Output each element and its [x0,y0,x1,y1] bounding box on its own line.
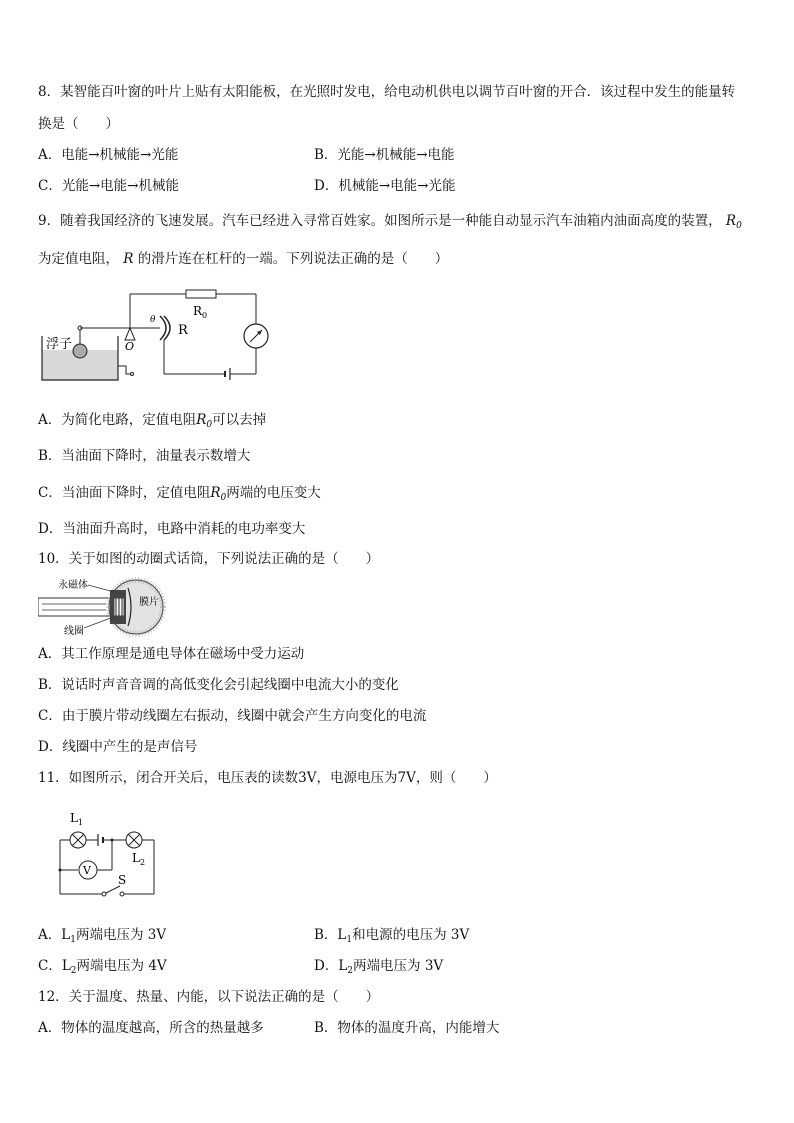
q8-stem-line2: 换是（ ） [38,116,119,132]
q11-option-a: A．$L_1$两端电压为 3V [38,927,167,945]
q11-l1-label: $L_1$ [70,811,84,827]
q9-stem-line2: 为定值电阻， R 的滑片连在杠杆的一端。下列说法正确的是（ ） [38,251,449,267]
q11-l2-label: $L_2$ [132,851,146,867]
q9-r0-label: $R_0$ [193,304,208,320]
q9-option-c-r0: $R_0$ [210,485,227,503]
q9-option-b: B．当油面下降时，油量表示数增大 [38,448,251,464]
q9-option-a-r0: $R_0$ [196,412,213,430]
q9-r-label: R [178,323,188,338]
q10-stem: 10．关于如图的动圈式话筒，下列说法正确的是（ ） [38,551,380,567]
q11-option-c: C．$L_2$两端电压为 4V [38,958,167,976]
q9-pivot-label: O [125,340,135,353]
q9-option-d: D．当油面升高时，电路中消耗的电功率变大 [38,521,306,537]
q11-voltmeter-label: V [83,864,91,877]
q10-option-b: B．说话时声音音调的高低变化会引起线圈中电流大小的变化 [38,677,399,693]
q10-diaphragm-label: 膜片 [139,597,159,608]
q12-stem: 12．关于温度、热量、内能，以下说法正确的是（ ） [38,989,380,1005]
q10-option-a: A．其工作原理是通电导体在磁场中受力运动 [38,646,305,662]
q9-angle-mark: θ [150,315,156,325]
q8-option-b: B．光能→机械能→电能 [314,147,455,163]
q11-option-d: D．$L_2$两端电压为 3V [314,958,444,976]
q8-option-c: C．光能→电能→机械能 [38,178,179,194]
q11-circuit-figure [52,806,162,898]
q9-option-a: A．为简化电路，定值电阻$R_0$可以去掉 [38,412,267,430]
q8-option-d: D．机械能→电能→光能 [314,178,456,194]
q11-option-b: B．$L_1$和电源的电压为 3V [314,927,470,945]
q10-coil-label: 线圈 [64,626,84,637]
q9-r0-symbol: $R_0$ [725,213,742,231]
q8-option-a: A．电能→机械能→光能 [38,147,179,163]
q9-r-symbol: R [123,251,134,267]
q10-option-c: C．由于膜片带动线圈左右振动，线圈中就会产生方向变化的电流 [38,708,427,724]
q9-stem-line1: 9．随着我国经济的飞速发展。汽车已经进入寻常百姓家。如图所示是一种能自动显示汽车油箱内油面高度的装置， $R_0$ [38,213,742,231]
q9-fuel-gauge-circuit-figure [38,288,278,386]
q11-switch-label: S [118,873,127,887]
q12-option-a: A．物体的温度越高，所含的热量越多 [38,1020,264,1036]
q11-stem: 11．如图所示，闭合开关后，电压表的读数3V，电源电压为7V，则（ ） [38,770,497,786]
q8-stem-line1: 8．某智能百叶窗的叶片上贴有太阳能板，在光照时发电，给电动机供电以调节百叶窗的开合．该过程中发生的能量转 [38,84,736,100]
q10-option-d: D．线圈中产生的是声信号 [38,739,198,755]
q9-option-c: C．当油面下降时，定值电阻$R_0$两端的电压变大 [38,485,321,503]
q10-magnet-label: 永磁体 [58,580,88,591]
q10-microphone-figure [38,576,166,638]
q12-option-b: B．物体的温度升高，内能增大 [314,1020,500,1036]
q9-float-label: 浮子 [46,337,73,352]
